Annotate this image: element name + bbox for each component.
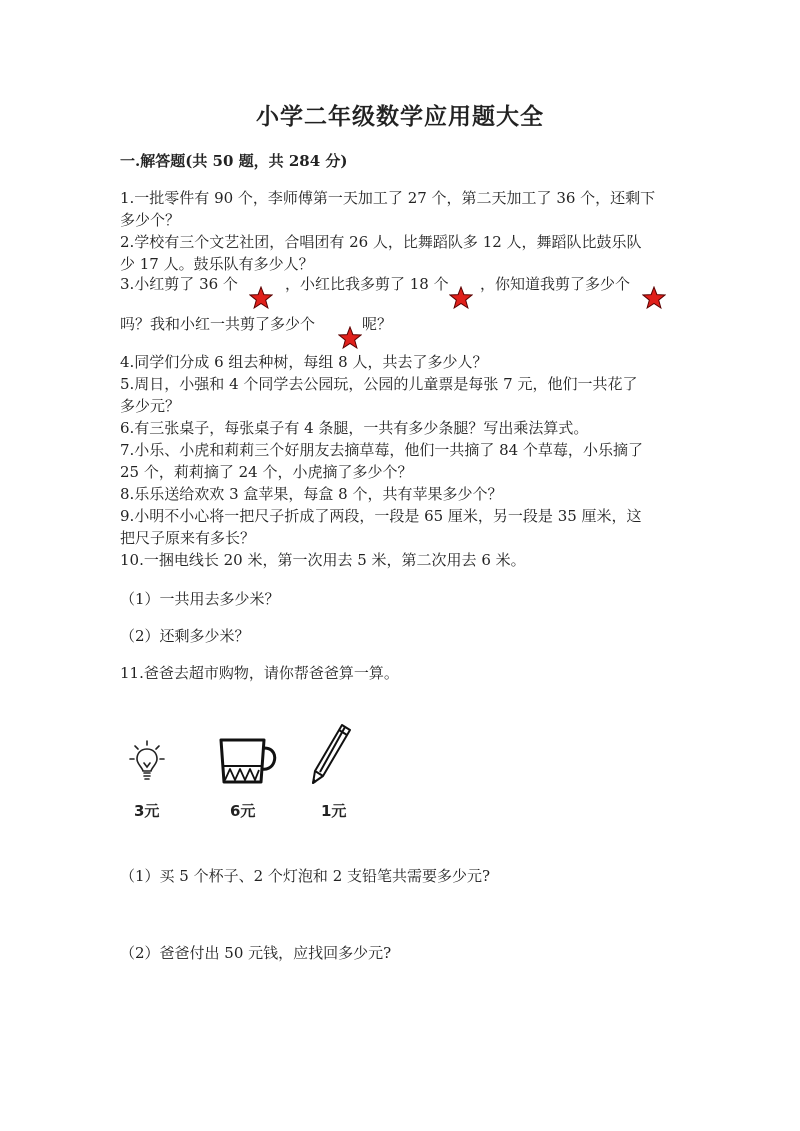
cup-price: 6元 — [230, 802, 256, 820]
section-heading: 一.解答题(共 50 题，共 284 分) — [120, 152, 348, 170]
question-10-sub-2: （2）还剩多少米？ — [120, 627, 250, 645]
question-3-part-5: 呢？ — [362, 315, 393, 333]
lightbulb-icon — [127, 737, 167, 787]
question-5-line-2: 多少元？ — [120, 397, 181, 415]
question-11-sub-1: （1）买 5 个杯子、2 个灯泡和 2 支铅笔共需要多少元? — [120, 867, 491, 885]
star-icon — [642, 286, 666, 310]
question-7-line-2: 25 个，莉莉摘了 24 个，小虎摘了多少个？ — [120, 463, 413, 481]
cup-icon — [216, 736, 278, 788]
question-7-line-1: 7.小乐、小虎和莉莉三个好朋友去摘草莓，他们一共摘了 84 个草莓，小乐摘了 — [120, 441, 643, 459]
pencil-icon — [306, 722, 354, 786]
question-4: 4.同学们分成 6 组去种树，每组 8 人，共去了多少人？ — [120, 353, 488, 371]
page-title: 小学二年级数学应用题大全 — [256, 103, 544, 130]
question-5-line-1: 5.周日，小强和 4 个同学去公园玩，公园的儿童票是每张 7 元，他们一共花了 — [120, 375, 638, 393]
question-1-line-2: 多少个？ — [120, 211, 181, 229]
question-11-sub-2: （2）爸爸付出 50 元钱，应找回多少元? — [120, 944, 392, 962]
question-3-part-3: ，你知道我剪了多少个 — [480, 275, 631, 293]
question-9-line-1: 9.小明不小心将一把尺子折成了两段，一段是 65 厘米，另一段是 35 厘米，这 — [120, 507, 642, 525]
star-icon — [449, 286, 473, 310]
star-icon — [338, 326, 362, 350]
question-1-line-1: 1.一批零件有 90 个，李师傅第一天加工了 27 个，第二天加工了 36 个，还剩下 — [120, 189, 656, 207]
question-3-part-2: ，小红比我多剪了 18 个 — [285, 275, 449, 293]
question-6: 6.有三张桌子，每张桌子有 4 条腿，一共有多少条腿？写出乘法算式。 — [120, 419, 589, 437]
question-11: 11.爸爸去超市购物，请你帮爸爸算一算。 — [120, 664, 399, 682]
question-2-line-1: 2.学校有三个文艺社团，合唱团有 26 人，比舞蹈队多 12 人，舞蹈队比鼓乐队 — [120, 233, 642, 251]
question-10: 10.一捆电线长 20 米，第一次用去 5 米，第二次用去 6 米。 — [120, 551, 526, 569]
star-icon — [249, 286, 273, 310]
question-2-line-2: 少 17 人。鼓乐队有多少人？ — [120, 255, 314, 273]
pencil-price: 1元 — [321, 802, 347, 820]
question-8: 8.乐乐送给欢欢 3 盒苹果，每盒 8 个，共有苹果多少个？ — [120, 485, 503, 503]
lightbulb-price: 3元 — [134, 802, 160, 820]
question-3-part-4: 吗？我和小红一共剪了多少个 — [120, 315, 316, 333]
question-9-line-2: 把尺子原来有多长？ — [120, 529, 256, 547]
question-10-sub-1: （1）一共用去多少米？ — [120, 590, 280, 608]
question-3-part-1: 3.小红剪了 36 个 — [120, 275, 238, 293]
